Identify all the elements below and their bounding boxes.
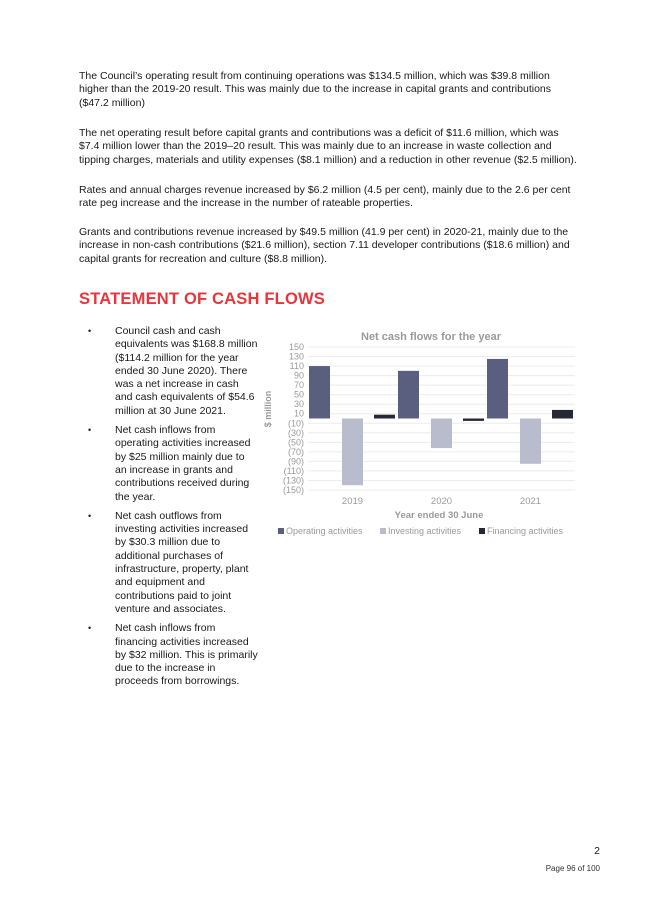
chart-y-tick-label: 90 <box>293 370 304 381</box>
chart-y-tick-label: (110) <box>283 465 304 476</box>
section-heading: STATEMENT OF CASH FLOWS <box>79 290 325 308</box>
chart-y-tick-label: 150 <box>288 342 304 352</box>
chart-title: Net cash flows for the year <box>361 331 501 343</box>
chart-bar-investing-activities-2019 <box>342 419 363 486</box>
legend-label: Investing activities <box>388 526 462 536</box>
chart-y-tick-label: (30) <box>287 427 304 438</box>
cash-flow-bullet-list <box>88 325 258 695</box>
chart-y-tick-label: 70 <box>293 380 304 391</box>
chart-y-tick-label: 130 <box>288 351 304 362</box>
bullet-item <box>88 510 258 616</box>
chart-x-tick-label: 2019 <box>341 496 364 507</box>
chart-y-tick-label: 50 <box>293 389 304 400</box>
bullet-marker: • <box>88 623 92 634</box>
chart-y-tick-label: 10 <box>293 408 304 419</box>
chart-x-tick-label: 2021 <box>519 496 542 507</box>
chart-bar-investing-activities-2020 <box>431 419 452 449</box>
page-number: 2 <box>594 845 600 857</box>
legend-swatch <box>278 528 284 534</box>
bullet-text: Net cash inflows from financing activities increased by $32 million. This is primarily due to the increase in proceeds from borrowings. <box>115 622 258 688</box>
chart-y-axis-label: $ million <box>263 390 273 428</box>
chart-bar-investing-activities-2021 <box>520 419 541 464</box>
paragraph-rates-revenue: Rates and annual charges revenue increased by $6.2 million (4.5 per cent), mainly due to the 2.6 per cent rate peg increase and the increase in the number of rateable properties. <box>79 184 571 210</box>
paragraph-grants-revenue: Grants and contributions revenue increased by $49.5 million (41.9 per cent) in 2020-21, mainly due to the increase in non-cash contributions ($21.6 million), section 7.11 developer contributions ($18.6 million) and capital grants for recreation and culture ($8.8 million). <box>79 226 570 265</box>
net-cash-flows-chart <box>250 325 580 545</box>
chart-y-tick-label: (90) <box>287 456 304 467</box>
chart-y-tick-label: (130) <box>282 475 304 486</box>
page-footer: Page 96 of 100 <box>545 864 600 873</box>
bullet-text: Net cash inflows from operating activities increased by $25 million mainly due to an increase in grants and contributions received during the year. <box>115 424 251 503</box>
chart-y-tick-label: 30 <box>293 399 304 410</box>
bullet-item <box>88 325 258 418</box>
bullet-text: Net cash outflows from investing activities increased by $30.3 million due to additional purchases of infrastructure, property, plant and equipment and contributions paid to joint venture and associates. <box>115 509 249 615</box>
bullet-marker: • <box>88 510 92 521</box>
chart-y-tick-label: (10) <box>287 418 304 429</box>
bullet-item <box>88 424 258 504</box>
chart-bar-financing-activities-2020 <box>463 419 484 421</box>
chart-bar-operating-activities-2020 <box>398 371 419 419</box>
bullet-text: Council cash and cash equivalents was $168.8 million ($114.2 million for the year ended 30 June 2020). There was a net increase in cash and cash equivalents of $54.6 million at 30 June 2021. <box>115 325 258 417</box>
chart-bar-operating-activities-2019 <box>309 366 330 418</box>
chart-bar-financing-activities-2021 <box>552 410 573 419</box>
bullet-marker: • <box>88 326 92 336</box>
chart-x-tick-label: 2020 <box>430 496 453 507</box>
legend-label: Financing activities <box>487 526 564 536</box>
legend-swatch <box>479 528 485 534</box>
bullet-item <box>88 622 258 688</box>
chart-bar-financing-activities-2019 <box>374 415 395 419</box>
chart-y-tick-label: 110 <box>289 361 304 372</box>
legend-swatch <box>380 528 386 534</box>
paragraph-net-operating-result: The net operating result before capital grants and contributions was a deficit of $11.6 million, which was $7.4 million lower than the 2019–20 result. This was mainly due to an increase in waste collection and tipping charges, materials and utility expenses ($8.1 million) and a reduction in other revenue ($2.5 million). <box>79 127 577 166</box>
chart-y-tick-label: (50) <box>287 437 304 448</box>
bullet-marker: • <box>88 425 92 436</box>
chart-y-tick-label: (150) <box>282 485 304 495</box>
legend-label: Operating activities <box>286 526 363 536</box>
chart-x-axis-label: Year ended 30 June <box>394 510 484 521</box>
chart-y-tick-label: (70) <box>287 446 304 457</box>
chart-bar-operating-activities-2021 <box>487 359 508 419</box>
paragraph-operating-result: The Council’s operating result from continuing operations was $134.5 million, which was $39.8 million higher than the 2019-20 result. This was mainly due to the increase in capital grants and contributions ($47.2 million) <box>79 70 552 109</box>
